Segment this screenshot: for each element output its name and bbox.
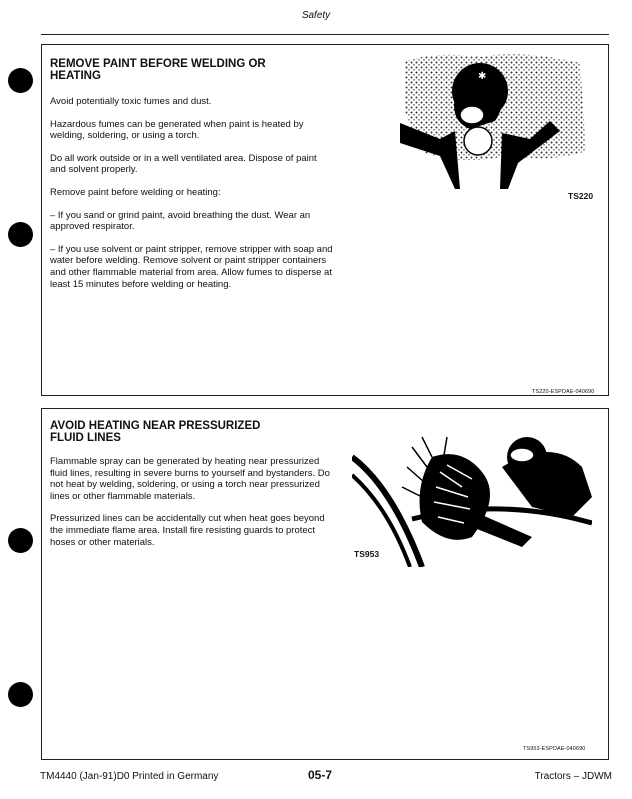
svg-text:✱: ✱ xyxy=(478,71,487,82)
binder-hole-lower-middle xyxy=(8,528,33,553)
binder-hole-upper-middle xyxy=(8,222,33,247)
paragraph: Pressurized lines can be accidentally cut when heat goes beyond the immediate flame area. Install fire resisting guards to protect hoses or other materials. xyxy=(50,513,325,548)
paragraph: Avoid potentially toxic fumes and dust. xyxy=(50,96,212,107)
figure-label: TS953 xyxy=(354,549,380,559)
footer-product-name: Tractors – JDWM xyxy=(534,771,612,782)
section-remove-paint xyxy=(41,44,609,396)
binder-hole-bottom xyxy=(8,682,33,707)
binder-hole-top xyxy=(8,68,33,93)
paragraph: Remove paint before welding or heating: xyxy=(50,186,221,198)
paragraph: Do all work outside or in a well ventilated area. Dispose of paint and solvent properly. xyxy=(50,152,317,176)
page-header-title: Safety xyxy=(301,10,331,21)
section-title: AVOID HEATING NEAR PRESSURIZED FLUID LINES xyxy=(50,420,261,444)
paragraph: Hazardous fumes can be generated when paint is heated by welding, soldering, or using a torch. xyxy=(50,118,304,142)
figure-code: TS220-ESPDAE-040690 xyxy=(532,389,595,395)
paragraph: – If you sand or grind paint, avoid breathing the dust. Wear an approved respirator. xyxy=(50,209,311,233)
section-title: REMOVE PAINT BEFORE WELDING OR HEATING xyxy=(50,58,266,82)
section-body xyxy=(50,96,335,301)
paragraph: Flammable spray can be generated by heating near pressurized fluid lines, resulting in severe burns to yourself and bystanders. Do not heat by welding, soldering, or using a torch near pressurized lines or other flammable materials. xyxy=(50,456,330,502)
figure-code: TS953-ESPDAE-040690 xyxy=(523,746,586,752)
footer-page-number: 05-7 xyxy=(308,768,333,782)
figure-label: TS220 xyxy=(568,191,594,201)
header-divider xyxy=(41,34,609,35)
paragraph: – If you use solvent or paint stripper, remove stripper with soap and water before welding. Remove solvent or paint stripper containers and other flammable material from area. Allow fumes to disperse at least 15 minutes before welding or heating. xyxy=(50,243,333,290)
footer-publication-info: TM4440 (Jan-91)D0 Printed in Germany xyxy=(40,771,219,782)
section-pressurized-lines xyxy=(41,408,609,760)
section-body xyxy=(50,456,335,559)
welding-fumes-illustration xyxy=(400,51,590,191)
torch-near-hoses-illustration xyxy=(352,427,592,567)
